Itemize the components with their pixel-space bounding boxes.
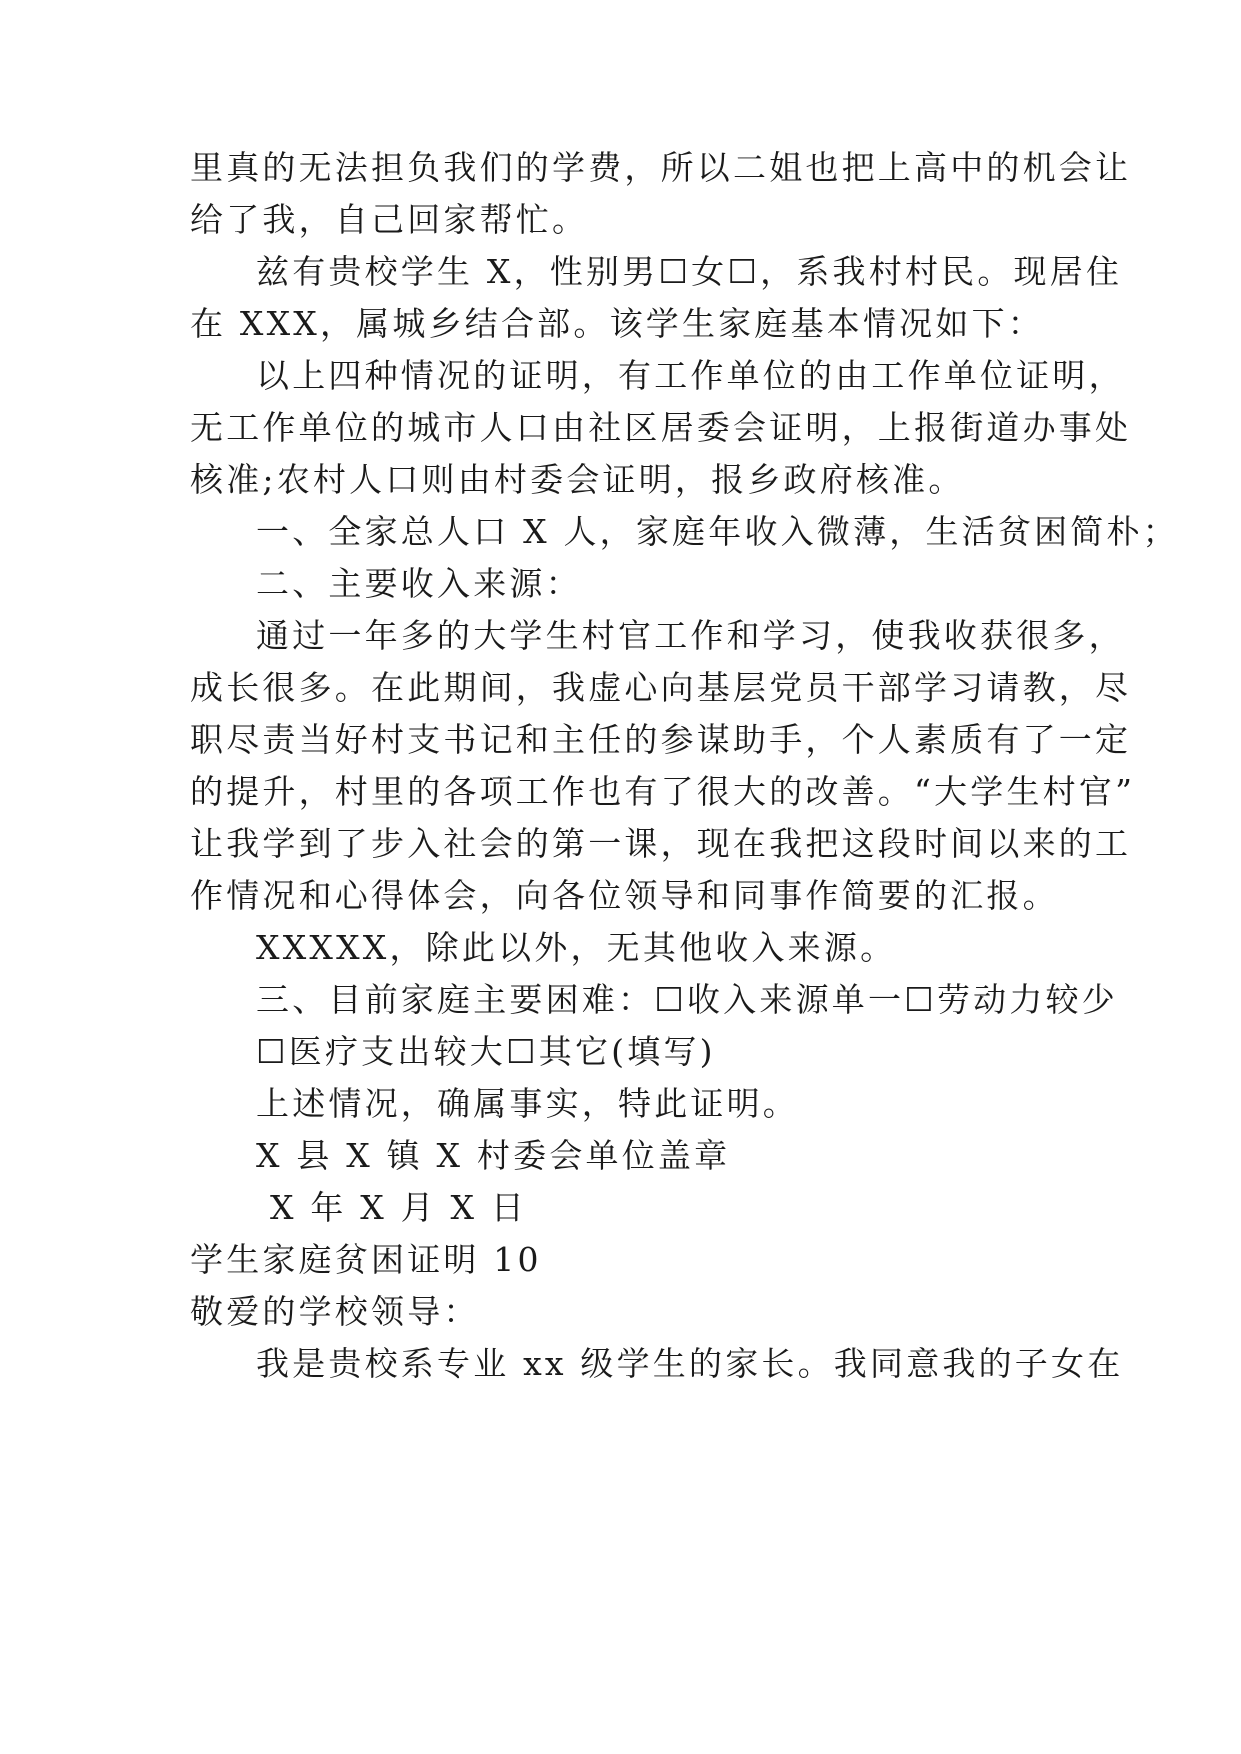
- body-text-line: 职尽责当好村支书记和主任的参谋助手，个人素质有了一定: [190, 720, 1132, 759]
- body-text-line: 作情况和心得体会，向各位领导和同事作简要的汇报。: [190, 876, 1059, 915]
- salutation-line: 敬爱的学校领导：: [190, 1292, 480, 1331]
- body-text-line: 在 XXX，属城乡结合部。该学生家庭基本情况如下：: [190, 304, 1044, 343]
- body-text-line: 二、主要收入来源：: [256, 564, 582, 603]
- section-title: 学生家庭贫困证明 10: [190, 1240, 542, 1279]
- body-text-line: 无工作单位的城市人口由社区居委会证明，上报街道办事处: [190, 408, 1132, 447]
- body-text-line: 通过一年多的大学生村官工作和学习，使我收获很多，: [256, 616, 1125, 655]
- body-text-line: 上述情况，确属事实，特此证明。: [256, 1084, 799, 1123]
- body-text-line: 让我学到了步入社会的第一课，现在我把这段时间以来的工: [190, 824, 1132, 863]
- date-line: X 年 X 月 X 日: [270, 1188, 528, 1227]
- body-text-line: 一、全家总人口 X 人，家庭年收入微薄，生活贫困简朴；: [256, 512, 1179, 551]
- body-text-line: 我是贵校系专业 xx 级学生的家长。我同意我的子女在: [256, 1344, 1124, 1383]
- body-text-line: 核准;农村人口则由村委会证明，报乡政府核准。: [190, 460, 965, 499]
- body-text-line: 成长很多。在此期间，我虚心向基层党员干部学习请教，尽: [190, 668, 1132, 707]
- body-text-line: 兹有贵校学生 X，性别男☐女☐，系我村村民。现居住: [256, 252, 1123, 291]
- body-text-line: 的提升，村里的各项工作也有了很大的改善。“大学生村官”: [190, 772, 1136, 811]
- body-text-line: 三、目前家庭主要困难：☐收入来源单一☐劳动力较少: [256, 980, 1118, 1019]
- signature-unit-line: X 县 X 镇 X 村委会单位盖章: [256, 1136, 731, 1175]
- body-text-line: XXXXX，除此以外，无其他收入来源。: [256, 928, 897, 967]
- body-text-line: ☐医疗支出较大☐其它(填写): [256, 1032, 716, 1071]
- body-text-line: 里真的无法担负我们的学费，所以二姐也把上高中的机会让: [190, 148, 1132, 187]
- body-text-line: 给了我，自己回家帮忙。: [190, 200, 589, 239]
- body-text-line: 以上四种情况的证明，有工作单位的由工作单位证明，: [256, 356, 1125, 395]
